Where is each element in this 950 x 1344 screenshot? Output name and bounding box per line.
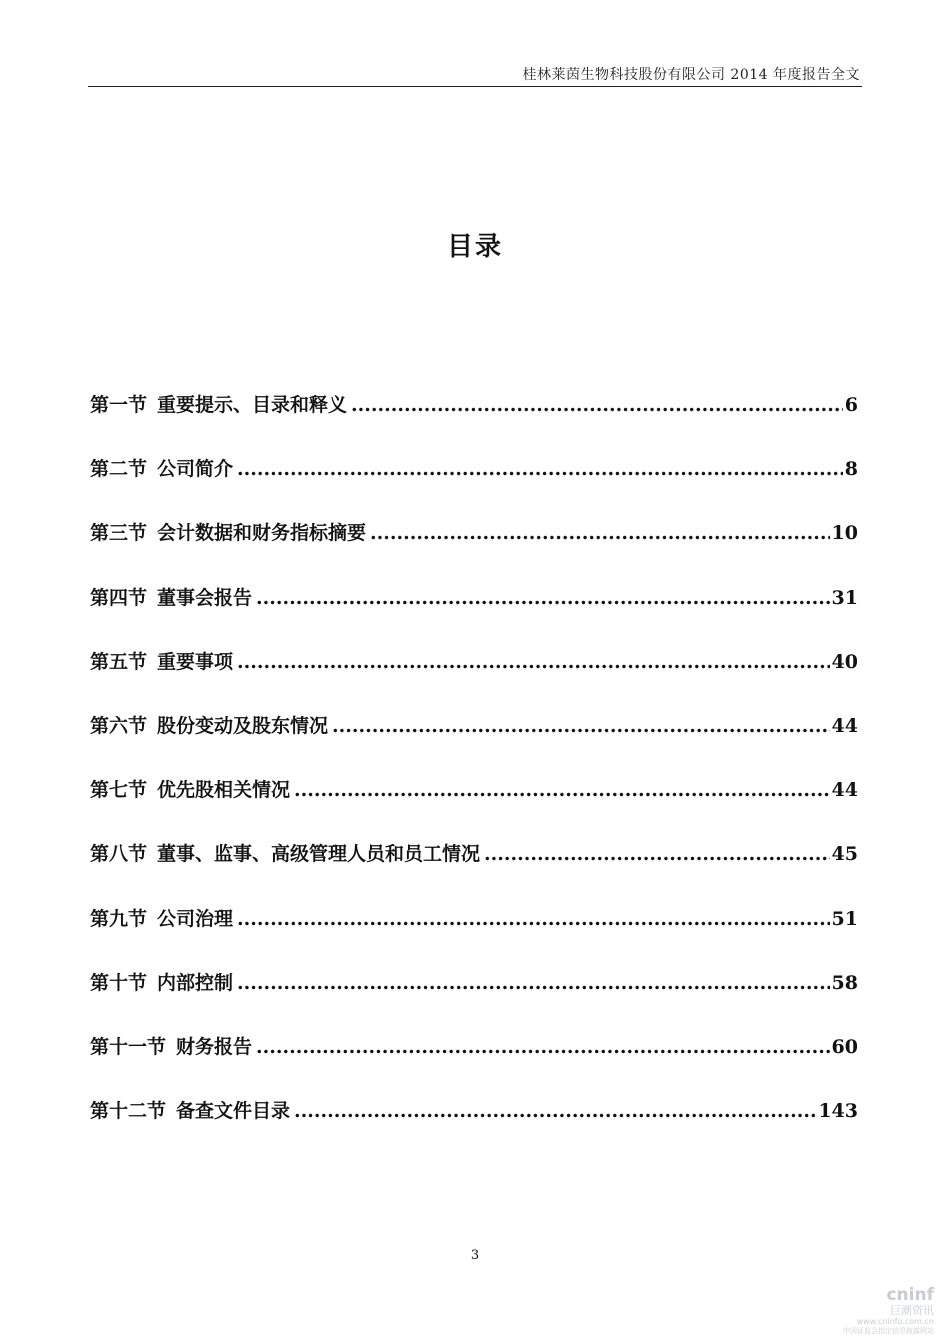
- toc-page-number: 58: [831, 971, 858, 994]
- toc-section-number: 第五节: [90, 650, 148, 673]
- toc-page-number: 44: [831, 714, 858, 737]
- toc-title: 目录: [446, 232, 503, 262]
- toc-page-number: 31: [831, 586, 858, 609]
- toc-section-title: 会计数据和财务指标摘要: [157, 522, 367, 545]
- toc-section-title: 公司治理: [157, 907, 234, 930]
- toc-entry[interactable]: [90, 583, 858, 647]
- dot-leader: [256, 587, 830, 609]
- dot-leader: [332, 715, 830, 737]
- toc-entry[interactable]: [90, 839, 858, 903]
- watermark-name: 巨潮资讯: [890, 1304, 934, 1317]
- toc-section-title: 财务报告: [176, 1035, 253, 1058]
- toc-entry[interactable]: [90, 1096, 858, 1160]
- toc-entry[interactable]: [90, 647, 858, 711]
- toc-section-number: 第十二节: [90, 1100, 167, 1123]
- toc-section-number: 第九节: [90, 907, 148, 930]
- running-header: 桂林莱茵生物科技股份有限公司 2014 年度报告全文: [522, 67, 860, 83]
- dot-leader: [237, 972, 830, 994]
- toc-section-number: 第六节: [90, 714, 148, 737]
- watermark-logo: cninf: [886, 1285, 934, 1305]
- toc-section-number: 第一节: [90, 394, 148, 416]
- toc-entry[interactable]: [90, 518, 858, 582]
- toc-section-title: 董事、监事、高级管理人员和员工情况: [157, 843, 481, 866]
- dot-leader: [256, 1036, 830, 1058]
- toc-section-number: 第二节: [90, 458, 148, 481]
- toc-page-number: 51: [831, 907, 858, 930]
- dot-leader: [484, 843, 830, 865]
- dot-leader: [294, 779, 830, 801]
- toc-section-number: 第七节: [90, 779, 148, 802]
- toc-section-title: 优先股相关情况: [157, 779, 291, 802]
- toc-page-number: 10: [831, 522, 858, 545]
- toc-entry[interactable]: [90, 711, 858, 775]
- dot-leader: [237, 458, 843, 480]
- toc-entry[interactable]: [90, 390, 858, 454]
- toc-page-number: 143: [818, 1100, 858, 1123]
- toc-section-title: 股份变动及股东情况: [157, 714, 329, 737]
- toc-entry[interactable]: [90, 904, 858, 968]
- watermark-url: www.cninfo.com.cn: [856, 1317, 934, 1326]
- toc-section-title: 备查文件目录: [176, 1100, 291, 1123]
- toc-entry[interactable]: [90, 454, 858, 518]
- toc-page-number: 40: [831, 650, 858, 673]
- toc-page-number: 6: [844, 394, 858, 416]
- page-number: 3: [470, 1248, 480, 1263]
- toc-section-number: 第三节: [90, 522, 148, 545]
- toc-section-number: 第八节: [90, 843, 148, 866]
- toc-page-number: 44: [831, 779, 858, 802]
- toc-entry[interactable]: [90, 968, 858, 1032]
- toc-section-title: 董事会报告: [157, 586, 253, 609]
- toc-section-number: 第四节: [90, 586, 148, 609]
- table-of-contents: [90, 390, 858, 1160]
- toc-section-number: 第十节: [90, 971, 148, 994]
- dot-leader: [351, 394, 843, 416]
- dot-leader: [237, 908, 830, 930]
- toc-section-title: 重要提示、目录和释义: [157, 394, 348, 416]
- cninfo-watermark: [824, 1286, 934, 1336]
- toc-section-title: 公司简介: [157, 458, 234, 481]
- dot-leader: [370, 522, 830, 544]
- toc-section-title: 重要事项: [157, 650, 234, 673]
- toc-entry[interactable]: [90, 775, 858, 839]
- header-divider: [88, 86, 862, 87]
- toc-entry[interactable]: [90, 1032, 858, 1096]
- toc-section-number: 第十一节: [90, 1035, 167, 1058]
- toc-page-number: 60: [831, 1035, 858, 1058]
- dot-leader: [237, 651, 830, 673]
- toc-page-number: 8: [844, 458, 858, 481]
- toc-page-number: 45: [831, 843, 858, 866]
- dot-leader: [294, 1100, 816, 1122]
- watermark-org: 中国证监会指定信息披露网站: [843, 1327, 934, 1335]
- toc-section-title: 内部控制: [157, 971, 234, 994]
